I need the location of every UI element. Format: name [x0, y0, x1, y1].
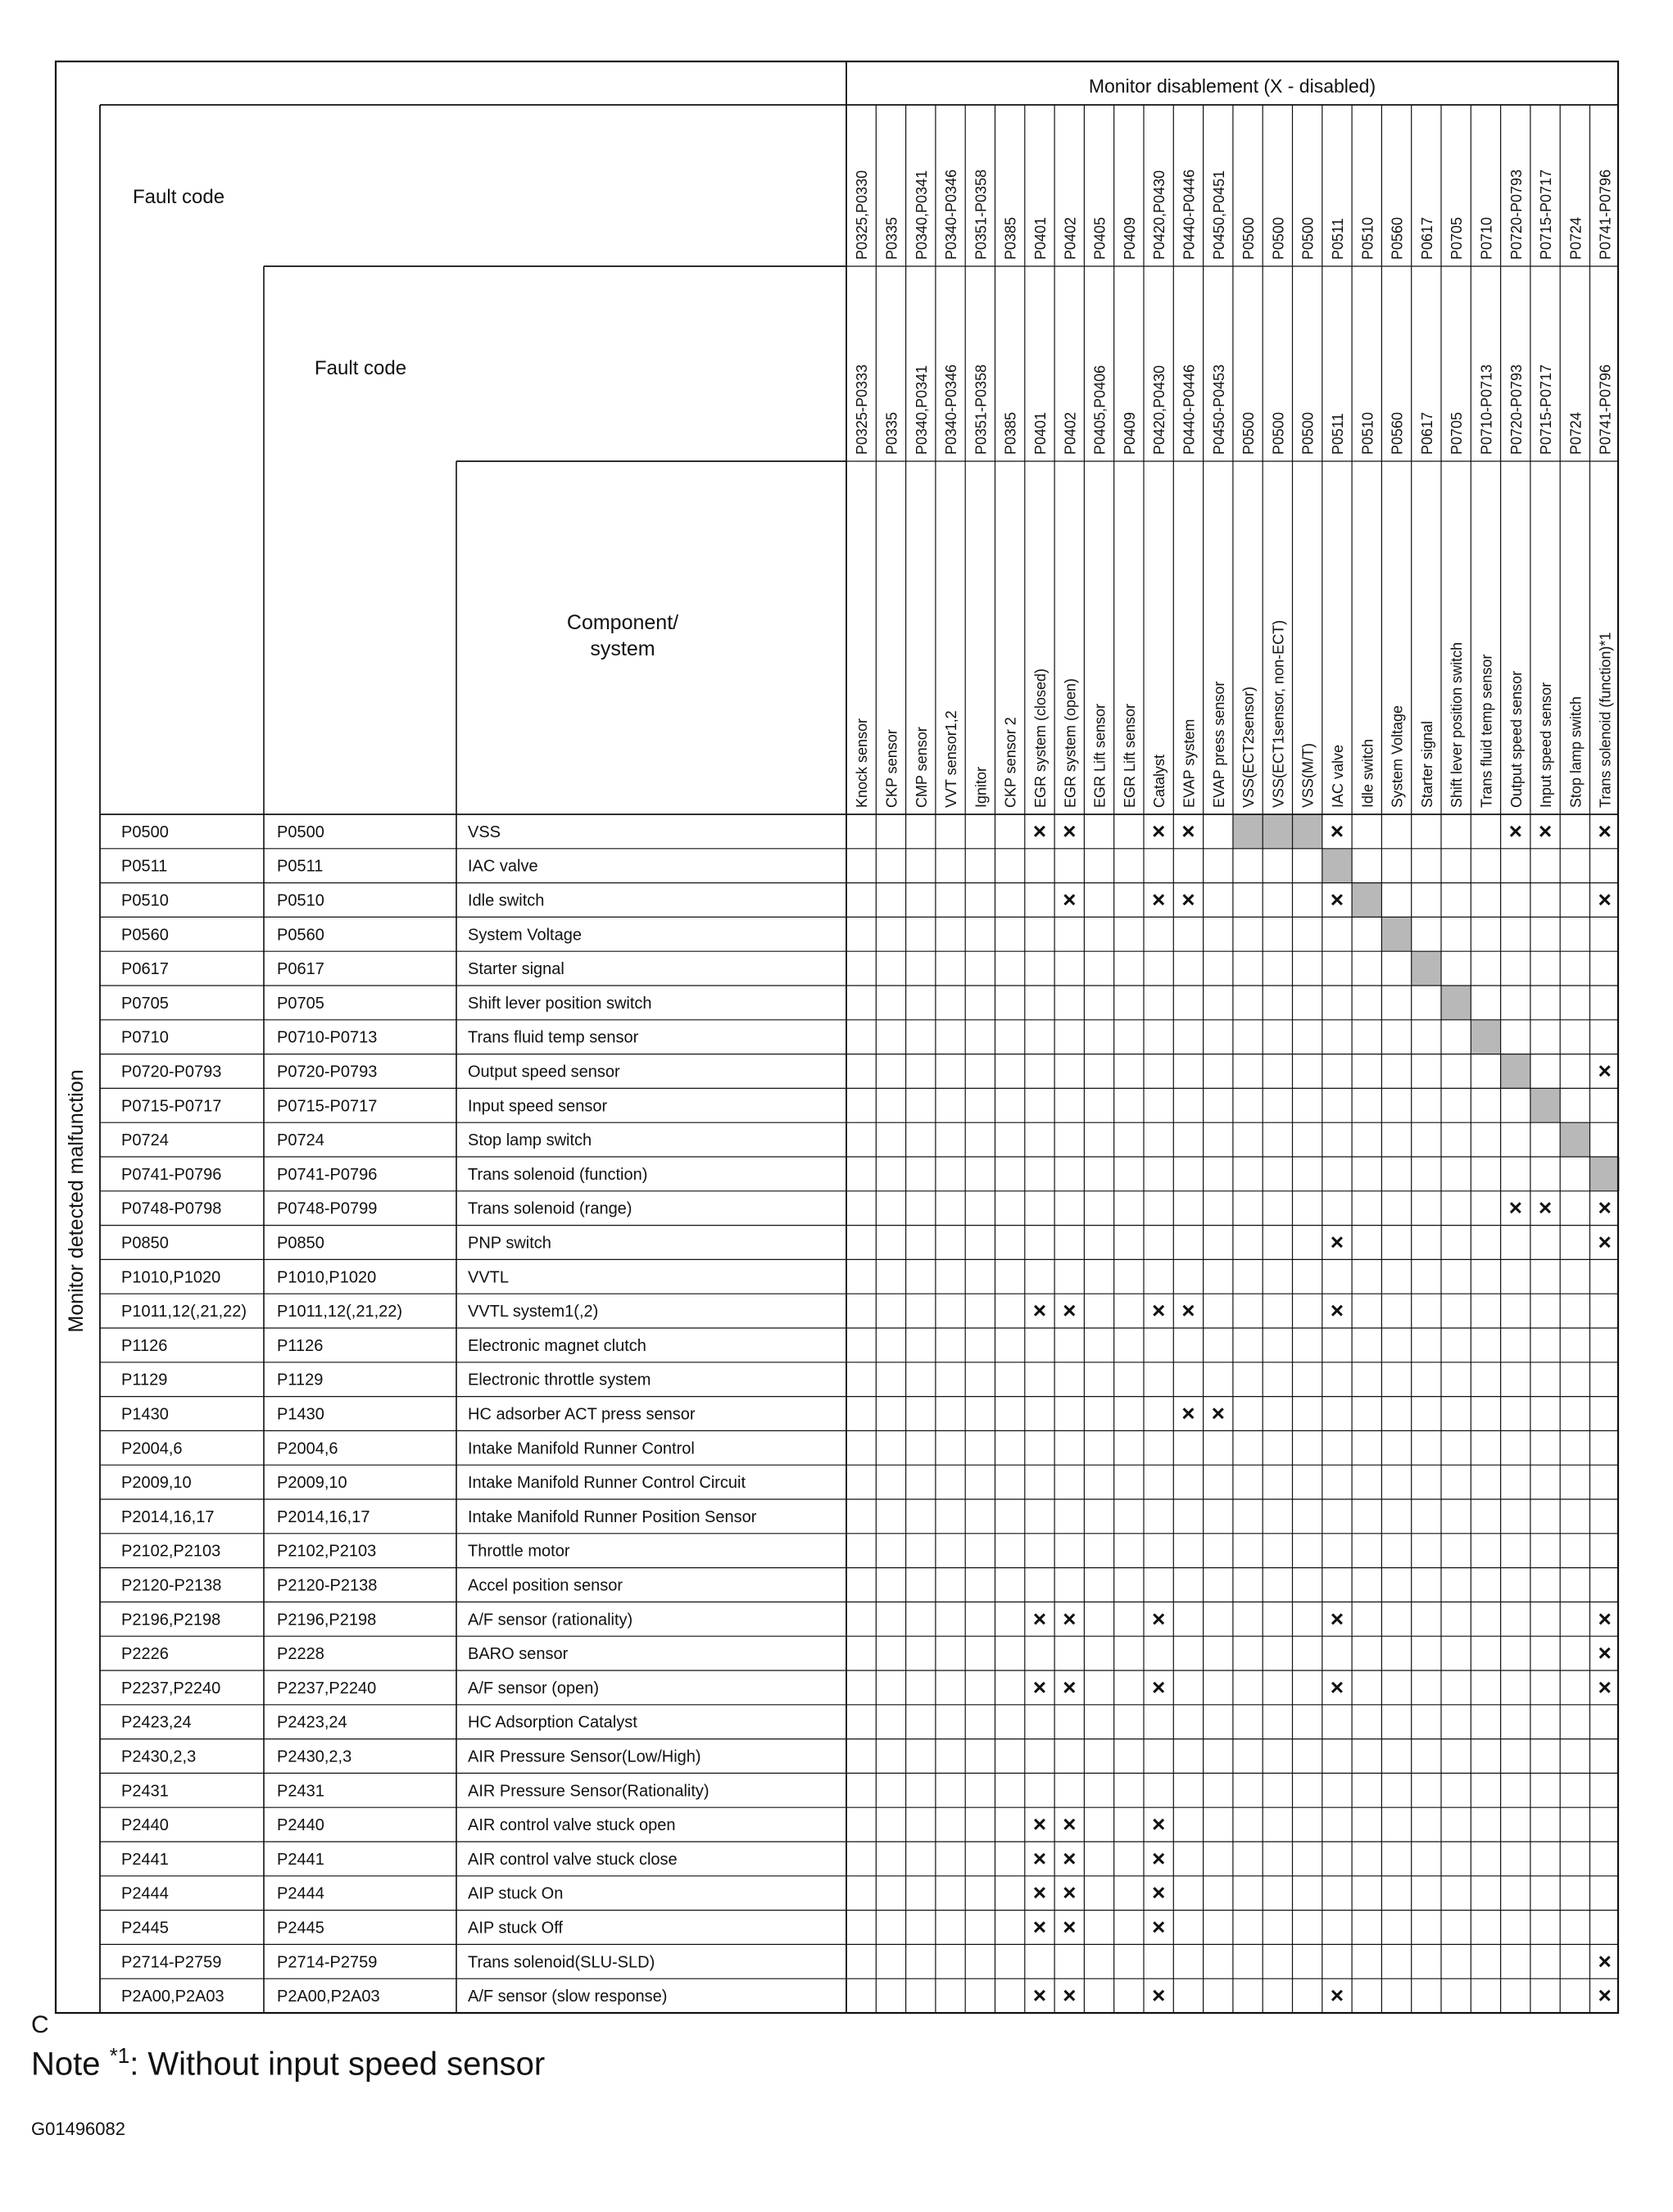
row-component: AIR Pressure Sensor(Low/High): [468, 1747, 701, 1766]
row-fault-code-1: P2237,P2240: [121, 1679, 221, 1698]
row-fault-code-1: P0748-P0798: [121, 1199, 222, 1218]
column-component-name: System Voltage: [1389, 705, 1406, 808]
footnote-prefix: Note: [31, 2046, 110, 2083]
column-code-1: P0720-P0793: [1508, 169, 1525, 260]
row-component: HC adsorber ACT press sensor: [468, 1405, 696, 1424]
column-component-name: Ignitor: [973, 766, 990, 808]
disabled-mark: ×: [1330, 1983, 1344, 2009]
row-fault-code-2: P2014,16,17: [277, 1507, 370, 1526]
column-component-name: Trans fluid temp sensor: [1478, 654, 1495, 808]
column-code-1: P0340,P0341: [913, 170, 930, 260]
row-fault-code-2: P2440: [277, 1816, 324, 1835]
column-code-2: P0340,P0341: [913, 365, 930, 455]
shaded-cell: [1530, 1088, 1560, 1122]
disabled-mark: ×: [1598, 1606, 1612, 1632]
column-code-1: P0617: [1418, 216, 1435, 260]
column-component-name: EGR system (open): [1062, 678, 1079, 808]
column-code-2: P0420,P0430: [1151, 365, 1168, 455]
row-fault-code-1: P0500: [121, 823, 169, 841]
column-code-1: P0705: [1449, 216, 1466, 260]
disabled-mark: ×: [1330, 1298, 1344, 1324]
shaded-cell: [1471, 1020, 1500, 1054]
row-fault-code-1: P2120-P2138: [121, 1576, 222, 1595]
row-fault-code-1: P0705: [121, 994, 169, 1013]
row-fault-code-1: P1129: [121, 1371, 168, 1389]
disabled-mark: ×: [1151, 1606, 1166, 1632]
row-fault-code-2: P0720-P0793: [277, 1063, 378, 1081]
column-code-1: P0409: [1121, 216, 1138, 260]
row-fault-code-2: P0724: [277, 1131, 324, 1150]
side-label: Monitor detected malfunction: [65, 1069, 88, 1333]
column-code-2: P0500: [1240, 411, 1258, 455]
column-component-name: Shift lever position switch: [1449, 641, 1466, 808]
row-fault-code-1: P2430,2,3: [121, 1747, 197, 1766]
row-component: VVTL: [468, 1268, 510, 1287]
row-component: HC Adsorption Catalyst: [468, 1713, 637, 1732]
footnote-text: : Without input speed sensor: [129, 2046, 546, 2083]
row-fault-code-1: P2444: [121, 1884, 169, 1903]
disabled-mark: ×: [1063, 1606, 1077, 1632]
row-fault-code-2: P2430,2,3: [277, 1747, 352, 1766]
column-code-1: P0420,P0430: [1151, 170, 1168, 260]
row-fault-code-1: P0511: [121, 857, 168, 876]
shaded-cell: [1560, 1122, 1589, 1157]
column-component-name: EVAP system: [1181, 718, 1198, 808]
row-fault-code-1: P0510: [121, 891, 169, 910]
disabled-mark: ×: [1032, 1879, 1047, 1906]
column-code-1: P0405: [1091, 216, 1109, 260]
shaded-cell: [1293, 814, 1322, 849]
disabled-mark: ×: [1151, 886, 1166, 913]
footnote-mark: *1: [109, 2043, 130, 2068]
figure-id: G01496082: [31, 2119, 125, 2139]
disabled-mark: ×: [1181, 818, 1195, 844]
row-component: Electronic magnet clutch: [468, 1336, 646, 1355]
disabled-mark: ×: [1598, 1194, 1612, 1221]
column-code-2: P0409: [1121, 411, 1138, 455]
disabled-mark: ×: [1181, 1400, 1195, 1426]
row-component: System Voltage: [468, 926, 582, 945]
disabled-mark: ×: [1063, 886, 1077, 913]
shaded-cell: [1263, 814, 1292, 849]
column-code-1: P0351-P0358: [973, 169, 990, 260]
column-component-name: CKP sensor: [883, 729, 900, 808]
row-component: Shift lever position switch: [468, 994, 652, 1013]
shaded-cell: [1381, 917, 1411, 951]
row-component: Output speed sensor: [468, 1063, 620, 1081]
row-fault-code-1: P0720-P0793: [121, 1063, 222, 1081]
column-code-2: P0510: [1359, 411, 1376, 455]
row-fault-code-2: P2196,P2198: [277, 1611, 377, 1630]
column-code-2: P0325-P0333: [854, 364, 871, 455]
disabled-mark: ×: [1598, 1674, 1612, 1700]
row-component: AIR control valve stuck close: [468, 1850, 678, 1869]
column-code-2: P0405,P0406: [1091, 365, 1109, 455]
row-fault-code-2: P1129: [277, 1371, 324, 1389]
column-code-1: P0715-P0717: [1538, 169, 1555, 260]
row-component: Trans solenoid (function): [468, 1165, 648, 1184]
row-fault-code-1: P2004,6: [121, 1439, 183, 1458]
fault-code-header-1: Fault code: [133, 186, 225, 208]
row-fault-code-2: P2431: [277, 1782, 324, 1801]
column-code-2: P0705: [1449, 411, 1466, 455]
column-code-2: P0724: [1567, 411, 1585, 455]
shaded-cell: [1352, 883, 1381, 918]
disabled-mark: ×: [1151, 1914, 1166, 1940]
shaded-cell: [1233, 814, 1263, 849]
row-fault-code-2: P2441: [277, 1850, 324, 1869]
row-component: Throttle motor: [468, 1542, 570, 1561]
shaded-cell: [1441, 986, 1471, 1020]
row-fault-code-2: P2714-P2759: [277, 1953, 378, 1972]
column-code-2: P0720-P0793: [1508, 364, 1525, 455]
row-component: A/F sensor (rationality): [468, 1611, 633, 1630]
disabled-mark: ×: [1063, 1811, 1077, 1838]
disabled-mark: ×: [1508, 1194, 1522, 1221]
column-component-name: CKP sensor 2: [1002, 717, 1019, 808]
footnote: [31, 2043, 545, 2083]
column-component-name: VSS(M/T): [1299, 743, 1317, 808]
column-code-1: P0325,P0330: [854, 170, 871, 260]
column-code-2: P0450-P0453: [1210, 364, 1227, 455]
row-fault-code-1: P2441: [121, 1850, 169, 1869]
column-code-1: P0510: [1359, 216, 1376, 260]
disabled-mark: ×: [1598, 1640, 1612, 1666]
row-fault-code-1: P0715-P0717: [121, 1097, 222, 1116]
disabled-mark: ×: [1330, 1674, 1344, 1700]
component-header-line2: system: [590, 637, 655, 660]
disabled-mark: ×: [1032, 1606, 1047, 1632]
row-component: Trans solenoid (range): [468, 1199, 632, 1218]
row-fault-code-1: P1126: [121, 1336, 168, 1355]
row-component: Idle switch: [468, 891, 545, 910]
disabled-mark: ×: [1032, 1674, 1047, 1700]
disabled-mark: ×: [1063, 1674, 1077, 1700]
row-fault-code-1: P2440: [121, 1816, 169, 1835]
disabled-mark: ×: [1330, 1229, 1344, 1255]
row-fault-code-2: P0748-P0799: [277, 1199, 378, 1218]
disabled-mark: ×: [1151, 1298, 1166, 1324]
row-component: AIR control valve stuck open: [468, 1816, 676, 1835]
disabled-mark: ×: [1598, 886, 1612, 913]
row-fault-code-2: P2120-P2138: [277, 1576, 378, 1595]
row-component: Trans fluid temp sensor: [468, 1028, 639, 1047]
fault-code-header-2: Fault code: [315, 357, 407, 379]
disabled-mark: ×: [1151, 818, 1166, 844]
row-fault-code-2: P1010,P1020: [277, 1268, 377, 1287]
column-code-2: P0440-P0446: [1181, 364, 1198, 455]
column-component-name: EGR system (closed): [1031, 668, 1049, 808]
row-fault-code-1: P0741-P0796: [121, 1165, 222, 1184]
row-component: AIP stuck On: [468, 1884, 564, 1903]
row-component: A/F sensor (slow response): [468, 1988, 668, 2006]
row-component: IAC valve: [468, 857, 538, 876]
column-code-1: P0710: [1478, 216, 1495, 260]
column-code-1: P0401: [1031, 216, 1049, 260]
row-fault-code-1: P2014,16,17: [121, 1507, 215, 1526]
column-component-name: Idle switch: [1359, 738, 1376, 808]
column-code-2: P0340-P0346: [943, 364, 960, 455]
column-code-1: P0385: [1002, 216, 1019, 260]
row-component: Intake Manifold Runner Position Sensor: [468, 1507, 757, 1526]
column-code-1: P0724: [1567, 216, 1585, 260]
column-code-2: P0402: [1062, 411, 1079, 455]
column-code-1: P0741-P0796: [1597, 169, 1614, 260]
row-fault-code-2: P2102,P2103: [277, 1542, 377, 1561]
disabled-mark: ×: [1063, 1914, 1077, 1940]
shaded-cell: [1501, 1054, 1530, 1089]
disabled-mark: ×: [1063, 1845, 1077, 1871]
row-fault-code-2: P0710-P0713: [277, 1028, 378, 1047]
disabled-mark: ×: [1032, 1298, 1047, 1324]
row-fault-code-2: P0510: [277, 891, 324, 910]
row-fault-code-2: P0560: [277, 926, 324, 945]
column-code-2: P0741-P0796: [1597, 364, 1614, 455]
row-component: AIR Pressure Sensor(Rationality): [468, 1782, 710, 1801]
column-component-name: Input speed sensor: [1538, 682, 1555, 808]
row-fault-code-1: P2196,P2198: [121, 1611, 221, 1630]
disabled-mark: ×: [1032, 1845, 1047, 1871]
row-fault-code-1: P2423,24: [121, 1713, 192, 1732]
column-code-1: P0335: [883, 216, 900, 260]
row-fault-code-2: P1126: [277, 1336, 324, 1355]
disabled-mark: ×: [1032, 1811, 1047, 1838]
column-code-1: P0450,P0451: [1210, 170, 1227, 260]
disabled-mark: ×: [1181, 886, 1195, 913]
disabled-mark: ×: [1032, 1983, 1047, 2009]
row-component: VSS: [468, 823, 501, 841]
disabled-mark: ×: [1508, 818, 1522, 844]
row-component: Starter signal: [468, 960, 564, 979]
row-fault-code-2: P0705: [277, 994, 324, 1013]
disabled-mark: ×: [1330, 818, 1344, 844]
column-component-name: Stop lamp switch: [1567, 696, 1585, 808]
row-fault-code-1: P1010,P1020: [121, 1268, 221, 1287]
column-code-1: P0500: [1240, 216, 1258, 260]
row-component: Input speed sensor: [468, 1097, 608, 1116]
column-code-1: P0500: [1299, 216, 1317, 260]
row-fault-code-1: P0617: [121, 960, 169, 979]
row-component: Accel position sensor: [468, 1576, 623, 1595]
column-code-2: P0617: [1418, 411, 1435, 455]
row-fault-code-1: P1011,12(,21,22): [121, 1303, 247, 1321]
row-fault-code-2: P0617: [277, 960, 324, 979]
component-header-line1: Component/: [566, 611, 679, 634]
disabled-mark: ×: [1032, 1914, 1047, 1940]
corner-letter: C: [31, 2011, 49, 2038]
column-component-name: EVAP press sensor: [1210, 681, 1227, 808]
shaded-cell: [1412, 951, 1441, 986]
row-fault-code-1: P0850: [121, 1234, 169, 1253]
row-fault-code-2: P0850: [277, 1234, 324, 1253]
row-fault-code-2: P2228: [277, 1645, 324, 1664]
column-code-2: P0500: [1299, 411, 1317, 455]
disabled-mark: ×: [1598, 818, 1612, 844]
row-component: Intake Manifold Runner Control: [468, 1439, 695, 1458]
row-fault-code-2: P2423,24: [277, 1713, 347, 1732]
column-code-1: P0500: [1270, 216, 1287, 260]
row-fault-code-1: P2226: [121, 1645, 169, 1664]
column-code-2: P0715-P0717: [1538, 364, 1555, 455]
row-fault-code-2: P2004,6: [277, 1439, 338, 1458]
column-code-2: P0385: [1002, 411, 1019, 455]
disabled-mark: ×: [1032, 818, 1047, 844]
disabled-mark: ×: [1598, 1058, 1612, 1084]
row-fault-code-2: P1430: [277, 1405, 324, 1424]
disabled-mark: ×: [1151, 1674, 1166, 1700]
row-fault-code-1: P2A00,P2A03: [121, 1988, 224, 2006]
column-code-1: P0402: [1062, 216, 1079, 260]
row-component: AIP stuck Off: [468, 1919, 563, 1938]
row-fault-code-2: P0511: [277, 857, 324, 876]
column-code-2: P0351-P0358: [973, 364, 990, 455]
row-fault-code-1: P1430: [121, 1405, 169, 1424]
row-fault-code-2: P2445: [277, 1919, 324, 1938]
row-fault-code-1: P0724: [121, 1131, 169, 1150]
column-code-2: P0401: [1031, 411, 1049, 455]
disabled-mark: ×: [1063, 1983, 1077, 2009]
column-component-name: Catalyst: [1151, 754, 1168, 808]
row-fault-code-1: P2714-P2759: [121, 1953, 222, 1972]
row-fault-code-2: P2237,P2240: [277, 1679, 377, 1698]
row-fault-code-2: P2444: [277, 1884, 324, 1903]
column-code-1: P0560: [1389, 216, 1406, 260]
column-component-name: Starter signal: [1418, 720, 1435, 808]
disabled-mark: ×: [1063, 1879, 1077, 1906]
row-fault-code-1: P2009,10: [121, 1474, 192, 1493]
disabled-mark: ×: [1538, 1194, 1553, 1221]
row-fault-code-1: P2431: [121, 1782, 169, 1801]
disabled-mark: ×: [1538, 818, 1553, 844]
column-component-name: IAC valve: [1329, 744, 1346, 808]
row-component: Stop lamp switch: [468, 1131, 592, 1150]
shaded-cell: [1322, 849, 1352, 883]
row-fault-code-2: P0715-P0717: [277, 1097, 378, 1116]
row-component: A/F sensor (open): [468, 1679, 600, 1698]
shaded-cell: [1590, 1157, 1620, 1191]
disabled-mark: ×: [1063, 1298, 1077, 1324]
column-component-name: Knock sensor: [854, 718, 871, 808]
row-fault-code-1: P0710: [121, 1028, 169, 1047]
row-component: Electronic throttle system: [468, 1371, 651, 1389]
column-code-1: P0440-P0446: [1181, 169, 1198, 260]
row-fault-code-1: P0560: [121, 926, 169, 945]
column-component-name: Trans solenoid (function)*1: [1597, 632, 1614, 808]
disabled-mark: ×: [1330, 1606, 1344, 1632]
column-component-name: VSS(ECT1sensor, non-ECT): [1270, 619, 1287, 808]
disabled-mark: ×: [1598, 1229, 1612, 1255]
column-code-2: P0500: [1270, 411, 1287, 455]
column-code-2: P0511: [1329, 413, 1346, 455]
row-fault-code-2: P2009,10: [277, 1474, 347, 1493]
column-component-name: CMP sensor: [913, 727, 930, 808]
column-component-name: VSS(ECT2sensor): [1240, 686, 1258, 808]
column-code-1: P0340-P0346: [943, 169, 960, 260]
column-component-name: EGR Lift sensor: [1121, 703, 1138, 808]
disabled-mark: ×: [1330, 886, 1344, 913]
disabled-mark: ×: [1151, 1811, 1166, 1838]
row-component: PNP switch: [468, 1234, 551, 1253]
row-fault-code-2: P0500: [277, 823, 324, 841]
column-code-2: P0560: [1389, 411, 1406, 455]
row-fault-code-2: P1011,12(,21,22): [277, 1303, 403, 1321]
column-component-name: EGR Lift sensor: [1091, 703, 1109, 808]
column-component-name: VVT sensor1,2: [943, 710, 960, 808]
column-code-2: P0335: [883, 411, 900, 455]
disabled-mark: ×: [1181, 1298, 1195, 1324]
row-fault-code-2: P2A00,P2A03: [277, 1988, 380, 2006]
row-fault-code-1: P2102,P2103: [121, 1542, 221, 1561]
disabled-mark: ×: [1598, 1948, 1612, 1974]
column-code-1: P0511: [1329, 218, 1346, 260]
disabled-mark: ×: [1598, 1983, 1612, 2009]
row-fault-code-1: P2445: [121, 1919, 169, 1938]
column-code-2: P0710-P0713: [1478, 364, 1495, 455]
column-component-name: Output speed sensor: [1508, 670, 1525, 808]
row-component: BARO sensor: [468, 1645, 569, 1664]
disabled-mark: ×: [1151, 1879, 1166, 1906]
disabled-mark: ×: [1151, 1983, 1166, 2009]
disabled-mark: ×: [1211, 1400, 1225, 1426]
row-component: Intake Manifold Runner Control Circuit: [468, 1474, 746, 1493]
disabled-mark: ×: [1151, 1845, 1166, 1871]
row-component: VVTL system1(,2): [468, 1303, 599, 1321]
row-component: Trans solenoid(SLU-SLD): [468, 1953, 655, 1972]
disabled-mark: ×: [1063, 818, 1077, 844]
row-fault-code-2: P0741-P0796: [277, 1165, 378, 1184]
monitor-title: Monitor disablement (X - disabled): [1088, 75, 1376, 97]
